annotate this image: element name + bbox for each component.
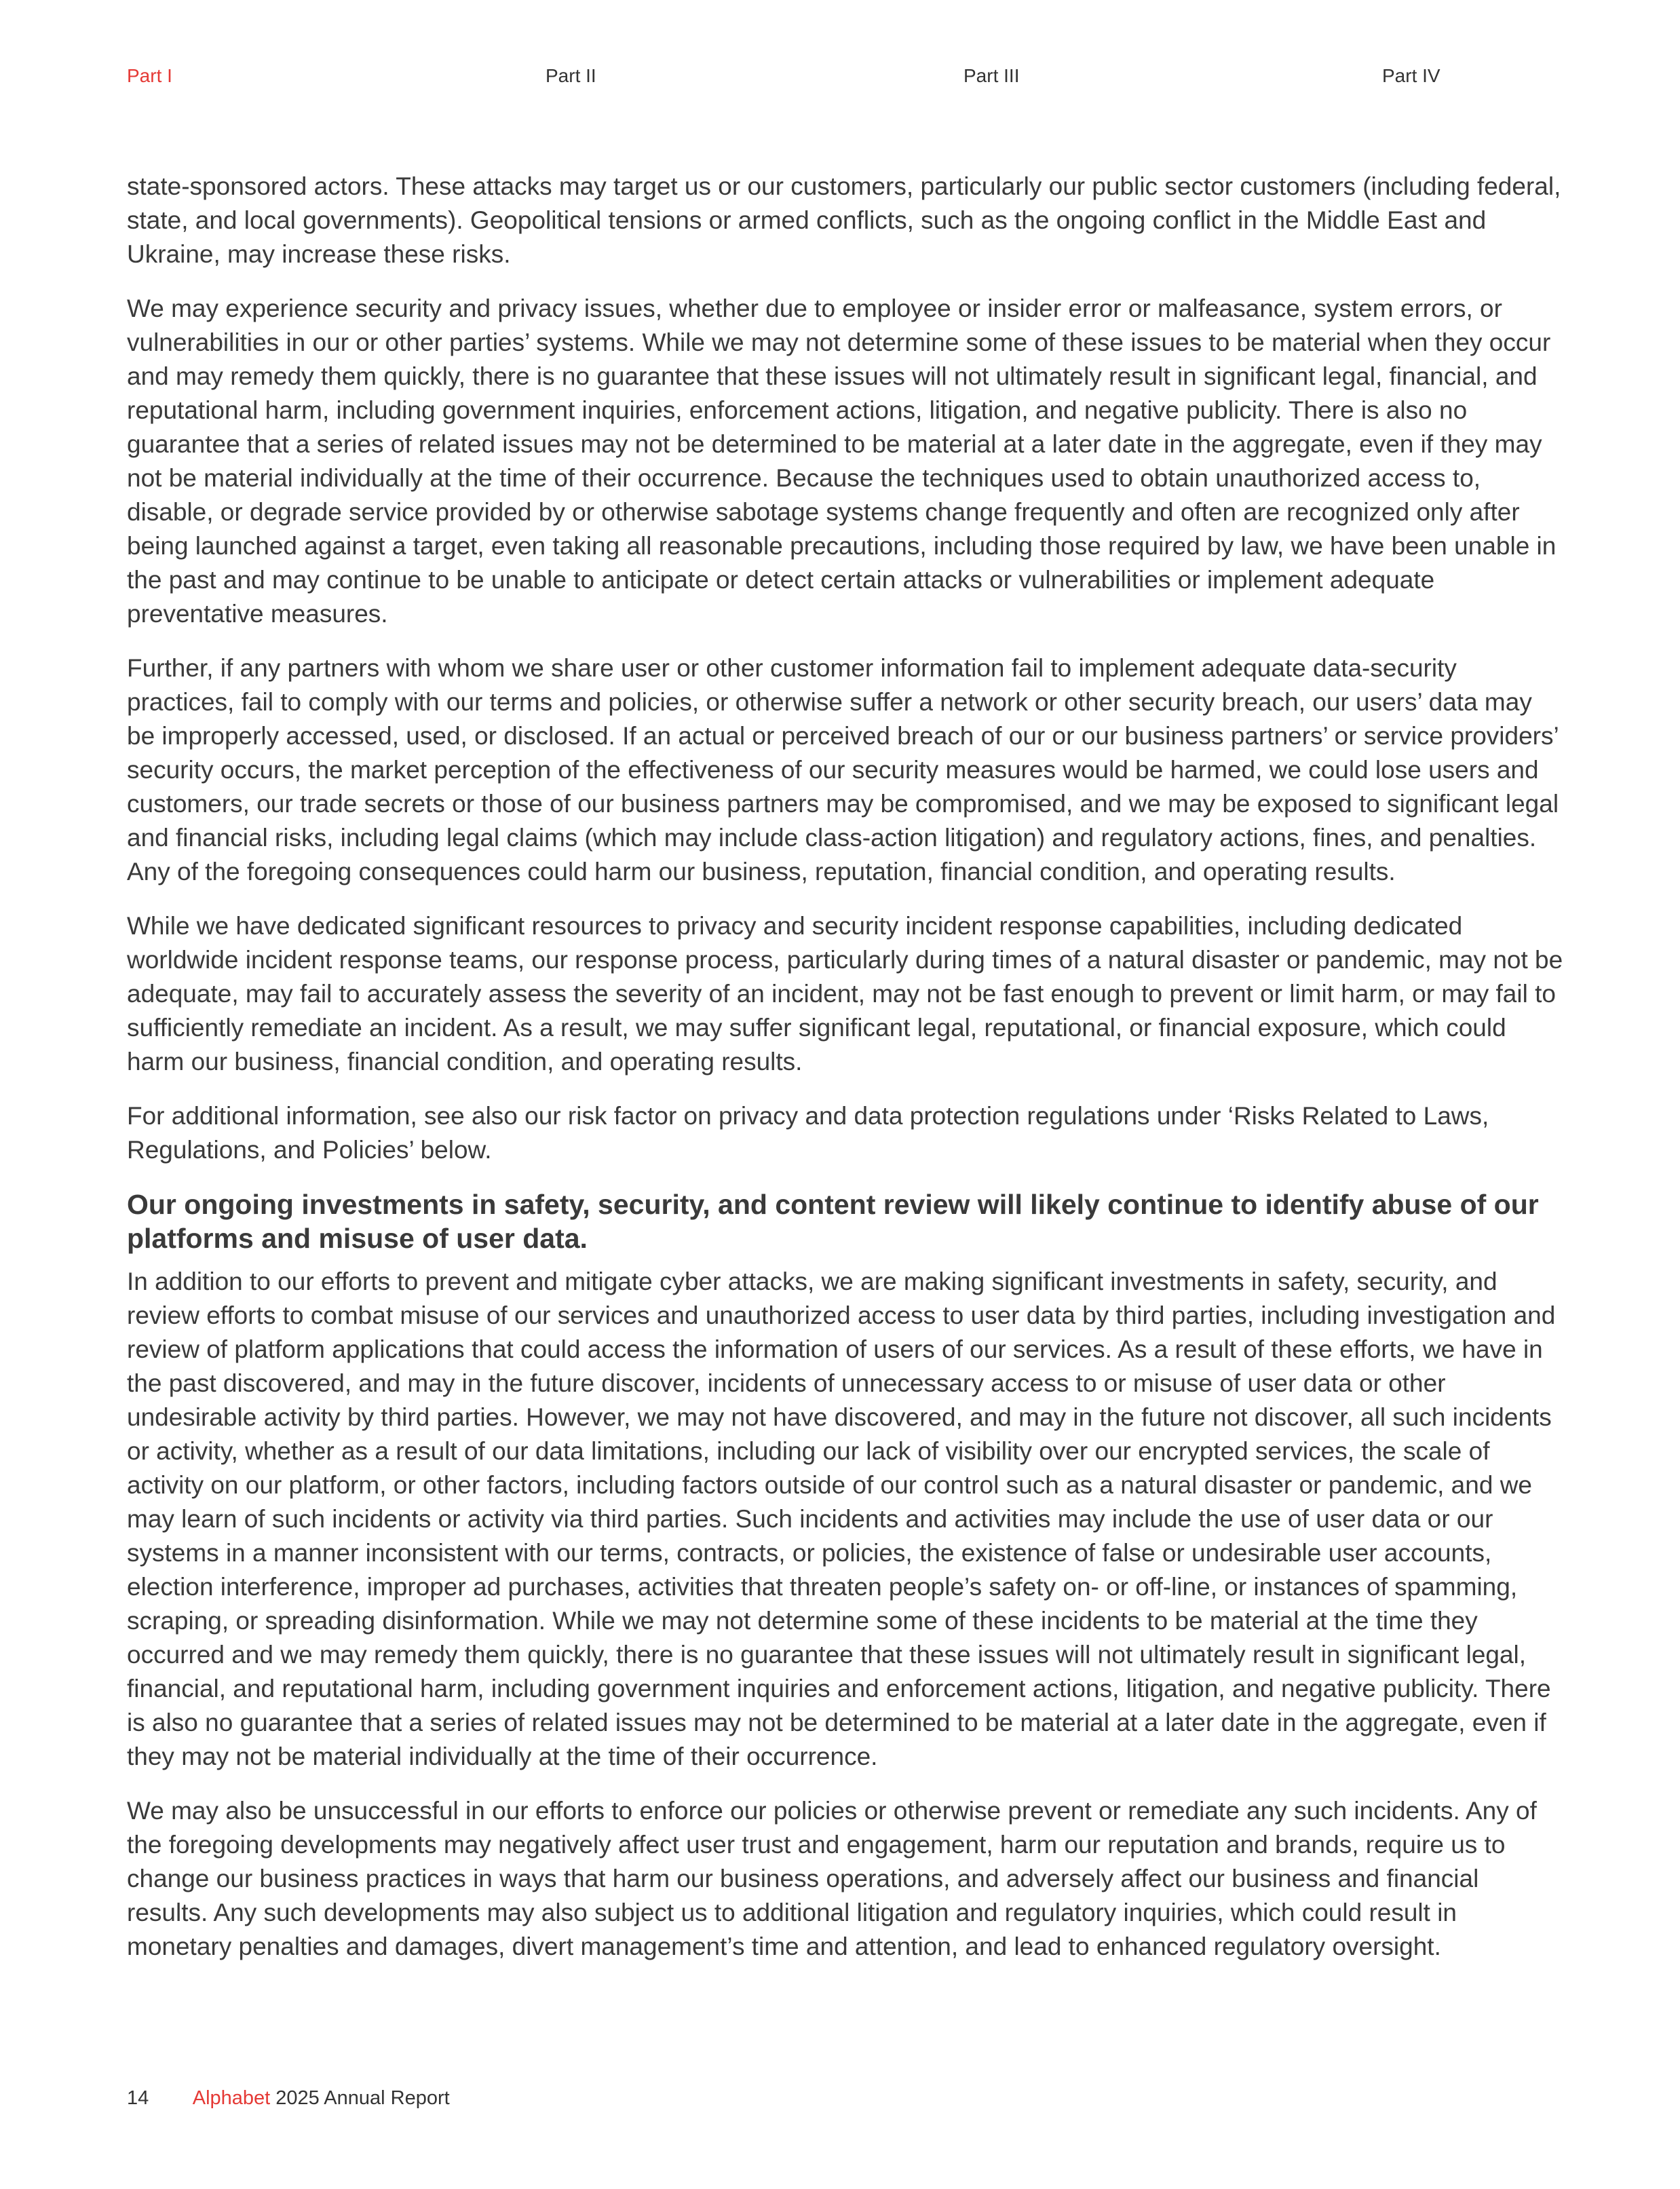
body-paragraph: In addition to our efforts to prevent and mitigate cyber attacks, we are making significant investments in safety, security, and review efforts to combat misuse of our services and unauthorized access to user data by third parties, including investigation and review of platform applications that could access the information of users of our services. As a result of these efforts, we have in the past discovered, and may in the future discover, incidents of unnecessary access to or misuse of user data or other undesirable activity by third parties. However, we may not have discovered, and may in the future not discover, all such incidents or activity, whether as a result of our data limitations, including our lack of visibility over our encrypted services, the scale of activity on our platform, or other factors, including factors outside of our control such as a natural disaster or pandemic, and we may learn of such incidents or activity via third parties. Such incidents and activities may include the use of user data or our systems in a manner inconsistent with our terms, contracts, or policies, the existence of false or undesirable user accounts, election interference, improper ad purchases, activities that threaten people’s safety on- or off-line, or instances of spamming, scraping, or spreading disinformation. While we may not determine some of these incidents to be material at the time they occurred and we may remedy them quickly, there is no guarantee that these issues will not ultimately result in significant legal, financial, and reputational harm, including government inquiries and enforcement actions, litigation, and negative publicity. There is also no guarantee that a series of related issues may not be determined to be material at a later date in the aggregate, even if they may not be material individually at the time of their occurrence. (127, 1268, 1556, 1770)
section-heading: Our ongoing investments in safety, security, and content review will likely continue to identify abuse of our platforms and misuse of user data. (127, 1189, 1539, 1254)
page-number: 14 (127, 2087, 149, 2109)
body-paragraph: state-sponsored actors. These attacks may target us or our customers, particularly our public sector customers (including federal, state, and local governments). Geopolitical tensions or armed conflicts, such as the ongoing conflict in the Middle East and Ukraine, may increase these risks. (127, 172, 1561, 268)
brand-name: Alphabet (192, 2087, 271, 2109)
report-title: 2025 Annual Report (275, 2087, 450, 2109)
nav-part-iii[interactable]: Part III (963, 65, 1020, 86)
body-paragraph: We may also be unsuccessful in our efforts to enforce our policies or otherwise prevent or remediate any such incidents. Any of the foregoing developments may negatively affect user trust and engagement, harm our reputation and brands, require us to change our business practices in ways that harm our business operations, and adversely affect our business and financial results. Any such developments may also subject us to additional litigation and regulatory inquiries, which could result in monetary penalties and damages, divert management’s time and attention, and lead to enhanced regulatory oversight. (127, 1797, 1537, 1960)
body-paragraph: While we have dedicated significant resources to privacy and security incident response capabilities, including dedicated worldwide incident response teams, our response process, particularly during times of a natural disaster or pandemic, may not be adequate, may fail to accurately assess the severity of an incident, may not be fast enough to prevent or limit harm, or may fail to sufficiently remediate an incident. As a result, we may suffer significant legal, reputational, or financial exposure, which could harm our business, financial condition, and operating results. (127, 912, 1563, 1076)
nav-part-iv[interactable]: Part IV (1382, 65, 1440, 86)
page-content (127, 170, 1565, 1984)
body-paragraph: For additional information, see also our risk factor on privacy and data protection regulations under ‘Risks Related to Laws, Regulations, and Policies’ below. (127, 1102, 1489, 1164)
part-navigation (127, 65, 1552, 92)
body-paragraph: Further, if any partners with whom we share user or other customer information fail to implement adequate data-security practices, fail to comply with our terms and policies, or otherwise suffer a network or other security breach, our users’ data may be improperly accessed, used, or disclosed. If an actual or perceived breach of our or our business partners’ or service providers’ security occurs, the market perception of the effectiveness of our security measures would be harmed, we could lose users and customers, our trade secrets or those of our business partners may be compromised, and we may be exposed to significant legal and financial risks, including legal claims (which may include class-action litigation) and regulatory actions, fines, and penalties. Any of the foregoing consequences could harm our business, reputation, financial condition, and operating results. (127, 654, 1559, 886)
nav-part-i[interactable]: Part I (127, 65, 172, 86)
body-paragraph: We may experience security and privacy issues, whether due to employee or insider error or malfeasance, system errors, or vulnerabilities in our or other parties’ systems. While we may not determine some of these issues to be material when they occur and may remedy them quickly, there is no guarantee that these issues will not ultimately result in significant legal, financial, and reputational harm, including government inquiries, enforcement actions, litigation, and negative publicity. There is also no guarantee that a series of related issues may not be determined to be material at a later date in the aggregate, even if they may not be material individually at the time of their occurrence. Because the techniques used to obtain unauthorized access to, disable, or degrade service provided by or otherwise sabotage systems change frequently and often are recognized only after being launched against a target, even taking all reasonable precautions, including those required by law, we have been unable in the past and may continue to be unable to anticipate or detect certain attacks or vulnerabilities or implement adequate preventative measures. (127, 294, 1557, 628)
nav-part-ii[interactable]: Part II (546, 65, 596, 86)
page-footer (127, 2085, 450, 2112)
